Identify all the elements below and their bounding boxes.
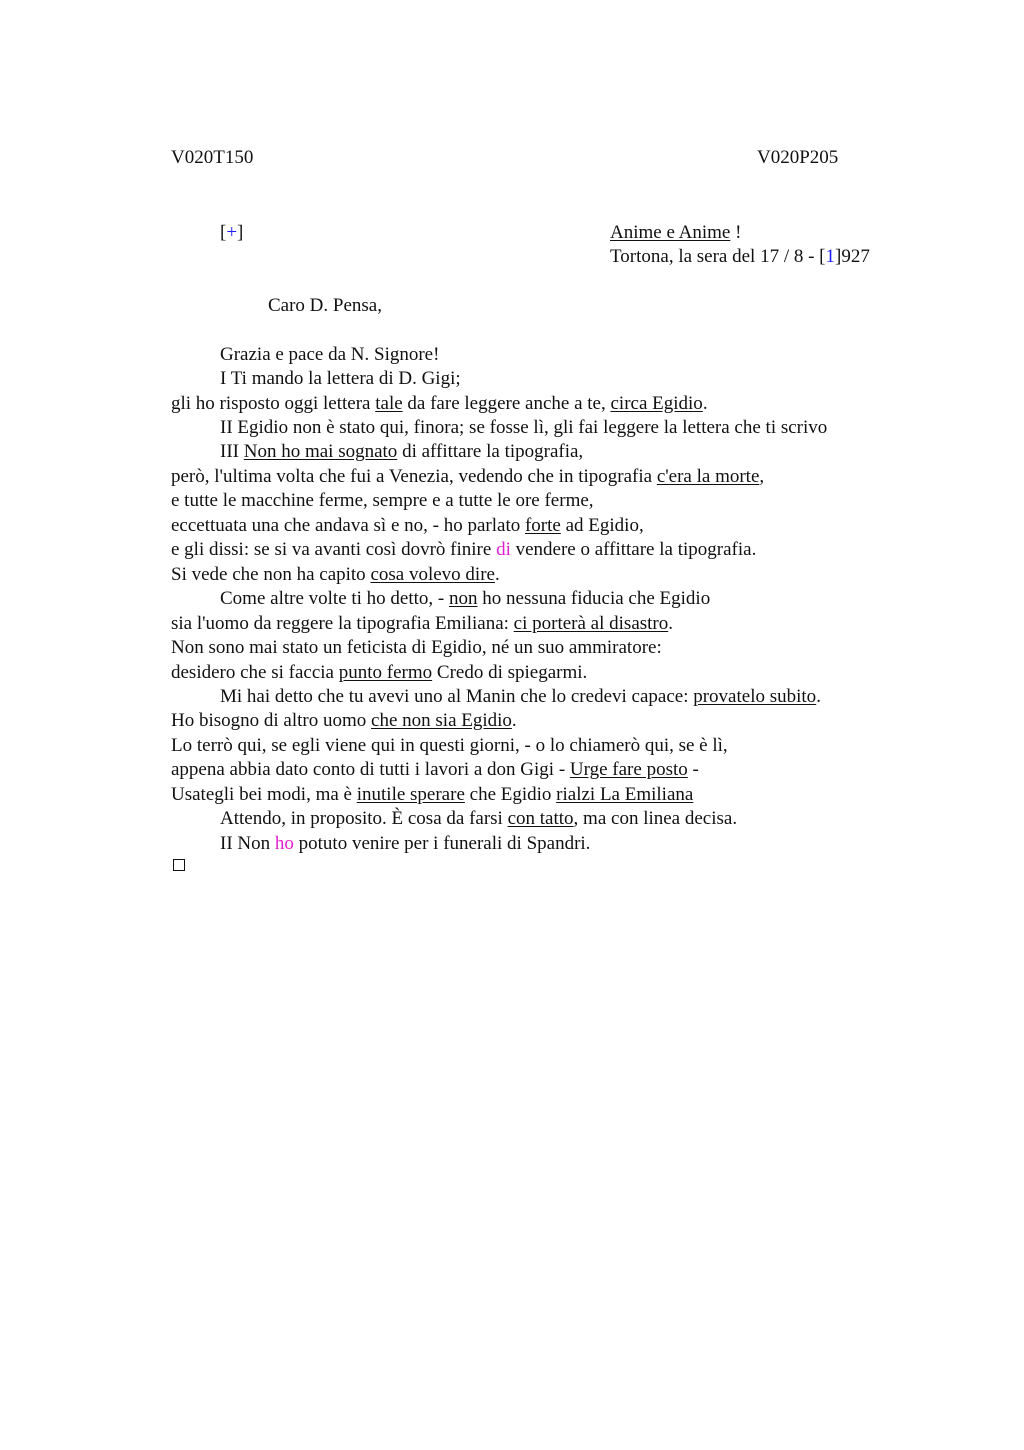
text-line: II Egidio non è stato qui, finora; se fosse lì, gli fai leggere la lettera che ti scrivo <box>220 417 828 438</box>
document-code-right: V020P205 <box>757 147 839 168</box>
end-square-icon <box>173 859 185 871</box>
place-date: Tortona, la sera del 17 / 8 - [1]927 <box>610 246 870 267</box>
letter-title: Anime e Anime ! <box>610 222 742 243</box>
text-line: Ho bisogno di altro uomo che non sia Egidio. <box>171 710 517 731</box>
text-line: desidero che si faccia punto fermo Credo di spiegarmi. <box>171 662 588 683</box>
plus-marker: [+] <box>220 222 244 243</box>
text-line: Lo terrò qui, se egli viene qui in questi giorni, - o lo chiamerò qui, se è lì, <box>171 735 728 756</box>
text-line: II Non ho potuto venire per i funerali di Spandri. <box>220 833 591 854</box>
text-line: III Non ho mai sognato di affittare la tipografia, <box>220 441 584 462</box>
text-line: Mi hai detto che tu avevi uno al Manin che lo credevi capace: provatelo subito. <box>220 686 821 707</box>
text-line: gli ho risposto oggi lettera tale da fare leggere anche a te, circa Egidio. <box>171 393 708 414</box>
text-line: I Ti mando la lettera di D. Gigi; <box>220 368 461 389</box>
salutation: Caro D. Pensa, <box>268 295 382 316</box>
text-line: Attendo, in proposito. È cosa da farsi con tatto, ma con linea decisa. <box>220 808 738 829</box>
text-line: sia l'uomo da reggere la tipografia Emiliana: ci porterà al disastro. <box>171 613 674 634</box>
text-line: Usategli bei modi, ma è inutile sperare che Egidio rialzi La Emiliana <box>171 784 694 805</box>
text-line: Non sono mai stato un feticista di Egidio, né un suo ammiratore: <box>171 637 662 658</box>
plus-icon: + <box>226 222 238 243</box>
text-line: Grazia e pace da N. Signore! <box>220 344 440 365</box>
text-line: Si vede che non ha capito cosa volevo dire. <box>171 564 500 585</box>
text-line: eccettuata una che andava sì e no, - ho parlato forte ad Egidio, <box>171 515 644 536</box>
document-code-left: V020T150 <box>171 147 254 168</box>
text-line: e gli dissi: se si va avanti così dovrò finire di vendere o affittare la tipografia. <box>171 539 757 560</box>
text-line: e tutte le macchine ferme, sempre e a tutte le ore ferme, <box>171 490 594 511</box>
text-line: però, l'ultima volta che fui a Venezia, vedendo che in tipografia c'era la morte, <box>171 466 765 487</box>
text-line: Come altre volte ti ho detto, - non ho nessuna fiducia che Egidio <box>220 588 711 609</box>
text-line: appena abbia dato conto di tutti i lavori a don Gigi - Urge fare posto - <box>171 759 699 780</box>
